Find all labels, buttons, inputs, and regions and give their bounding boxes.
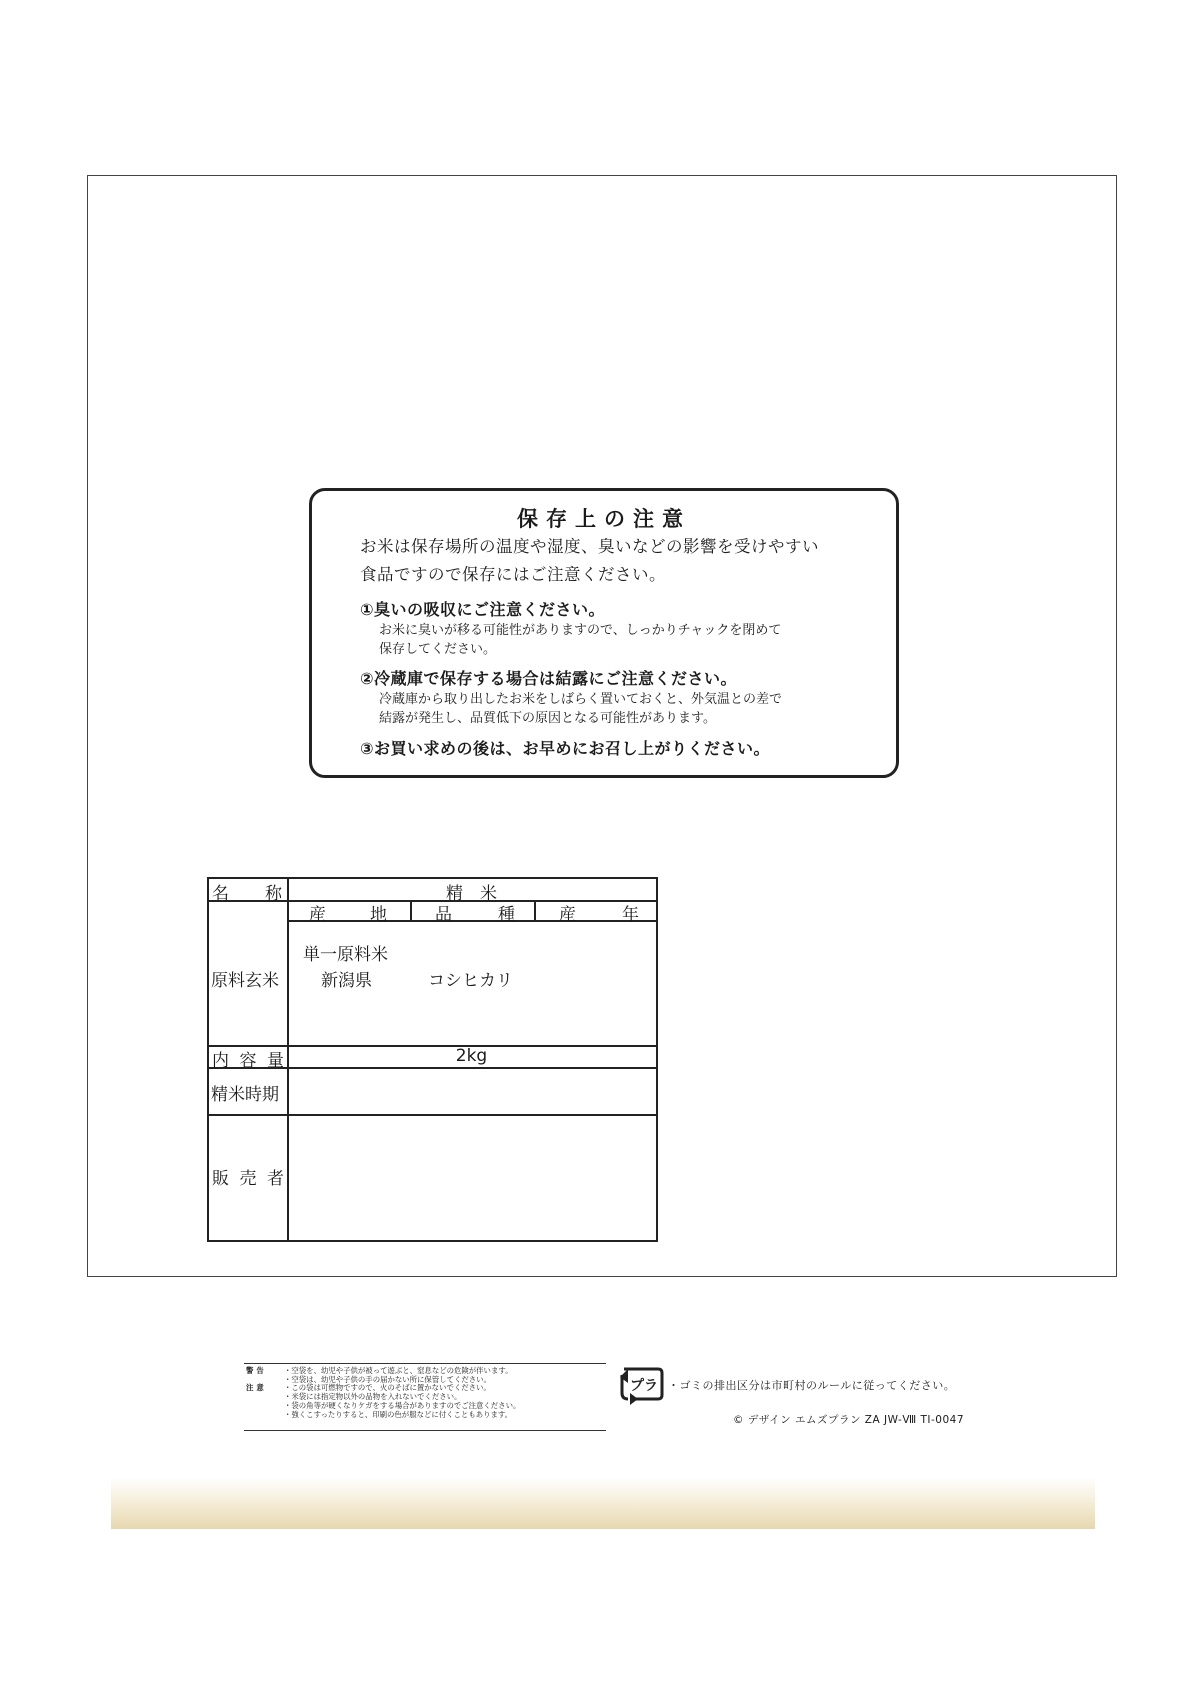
- name-label-char: 称: [265, 884, 282, 904]
- content-label-char: 内: [212, 1051, 229, 1071]
- warning-line: ・空袋は、幼児や子供の手の届かない所に保管してください。: [284, 1374, 491, 1384]
- notice-intro: [360, 533, 880, 589]
- notice-intro-line: 食品ですので保存にはご注意ください。: [360, 565, 666, 584]
- notice-item-heading: ①臭いの吸収にご注意ください。: [360, 600, 606, 619]
- sub-header-char: 地: [370, 905, 387, 925]
- warning-line: ・強くこすったりすると、印刷の色が服などに付くこともあります。: [284, 1409, 513, 1419]
- milling-date-label: 精米時期: [211, 1085, 279, 1105]
- sub-header-char: 品: [435, 905, 452, 925]
- notice-item-line: お米に臭いが移る可能性がありますので、しっかりチャックを閉めて: [379, 623, 782, 638]
- notice-item-heading: ③お買い求めの後は、お早めにお召し上がりください。: [360, 739, 771, 758]
- seller-label: [212, 1164, 284, 1189]
- origin-value: 新潟県: [321, 971, 372, 991]
- label-table: [207, 877, 658, 1242]
- name-value: 精 米: [446, 884, 497, 904]
- sub-header-char: 産: [559, 905, 576, 925]
- warning-line: ・この袋は可燃物ですので、火のそばに置かないでください。: [284, 1383, 491, 1393]
- warning-lines: [284, 1367, 520, 1419]
- seller-label-char: 販: [212, 1169, 229, 1189]
- storage-notice: [309, 488, 899, 778]
- content-label-char: 容: [239, 1051, 257, 1071]
- sub-header-char: 種: [498, 905, 515, 925]
- warning-line: ・米袋には指定物以外の品物を入れないでください。: [284, 1392, 462, 1402]
- garbage-note: ・ゴミの排出区分は市町村のルールに従ってください。: [668, 1379, 956, 1392]
- warning-block: [244, 1363, 606, 1431]
- raw-rice-label: 原料玄米: [211, 971, 279, 991]
- notice-intro-line: お米は保存場所の温度や湿度、臭いなどの影響を受けやすい: [360, 537, 819, 556]
- gold-band: [111, 1477, 1095, 1529]
- warning-line: ・空袋を、幼児や子供が被って遊ぶと、窒息などの危険が伴います。: [284, 1366, 513, 1375]
- notice-title: 保存上の注意: [517, 507, 691, 531]
- sub-header-variety: [435, 900, 515, 925]
- caution-label: 注意: [246, 1383, 267, 1392]
- warning-line: ・袋の角等が硬くなりケガをする場合がありますのでご注意ください。: [284, 1400, 521, 1410]
- notice-item-heading: ②冷蔵庫で保存する場合は結露にご注意ください。: [360, 669, 738, 688]
- seller-label-char: 売: [239, 1169, 257, 1189]
- sub-header-year: [559, 900, 639, 925]
- notice-item-body: [379, 690, 869, 728]
- content-label: [212, 1046, 284, 1071]
- plastic-recycle-icon: [618, 1363, 666, 1405]
- seller-label-char: 者: [267, 1169, 284, 1189]
- warning-label: 警告: [246, 1366, 267, 1375]
- notice-item-body: [379, 621, 869, 659]
- sub-header-char: 産: [309, 905, 326, 925]
- design-credit: © デザイン エムズプラン ZA JW-Ⅷ TI-0047: [733, 1414, 965, 1426]
- sub-header-origin: [309, 900, 387, 925]
- name-label-char: 名: [212, 884, 229, 904]
- table-divider: [209, 1114, 656, 1116]
- notice-item-line: 冷蔵庫から取り出したお米をしばらく置いておくと、外気温との差で: [379, 692, 783, 707]
- sub-header-char: 年: [622, 905, 639, 925]
- notice-item-line: 保存してください。: [379, 642, 497, 657]
- content-label-char: 量: [267, 1051, 284, 1071]
- plastic-mark-text: プラ: [630, 1378, 658, 1394]
- content-value: 2kg: [455, 1046, 488, 1066]
- variety-value: コシヒカリ: [428, 971, 513, 991]
- notice-item-line: 結露が発生し、品質低下の原因となる可能性があります。: [379, 711, 716, 726]
- raw-type: 単一原料米: [303, 945, 388, 965]
- name-label: [212, 879, 282, 904]
